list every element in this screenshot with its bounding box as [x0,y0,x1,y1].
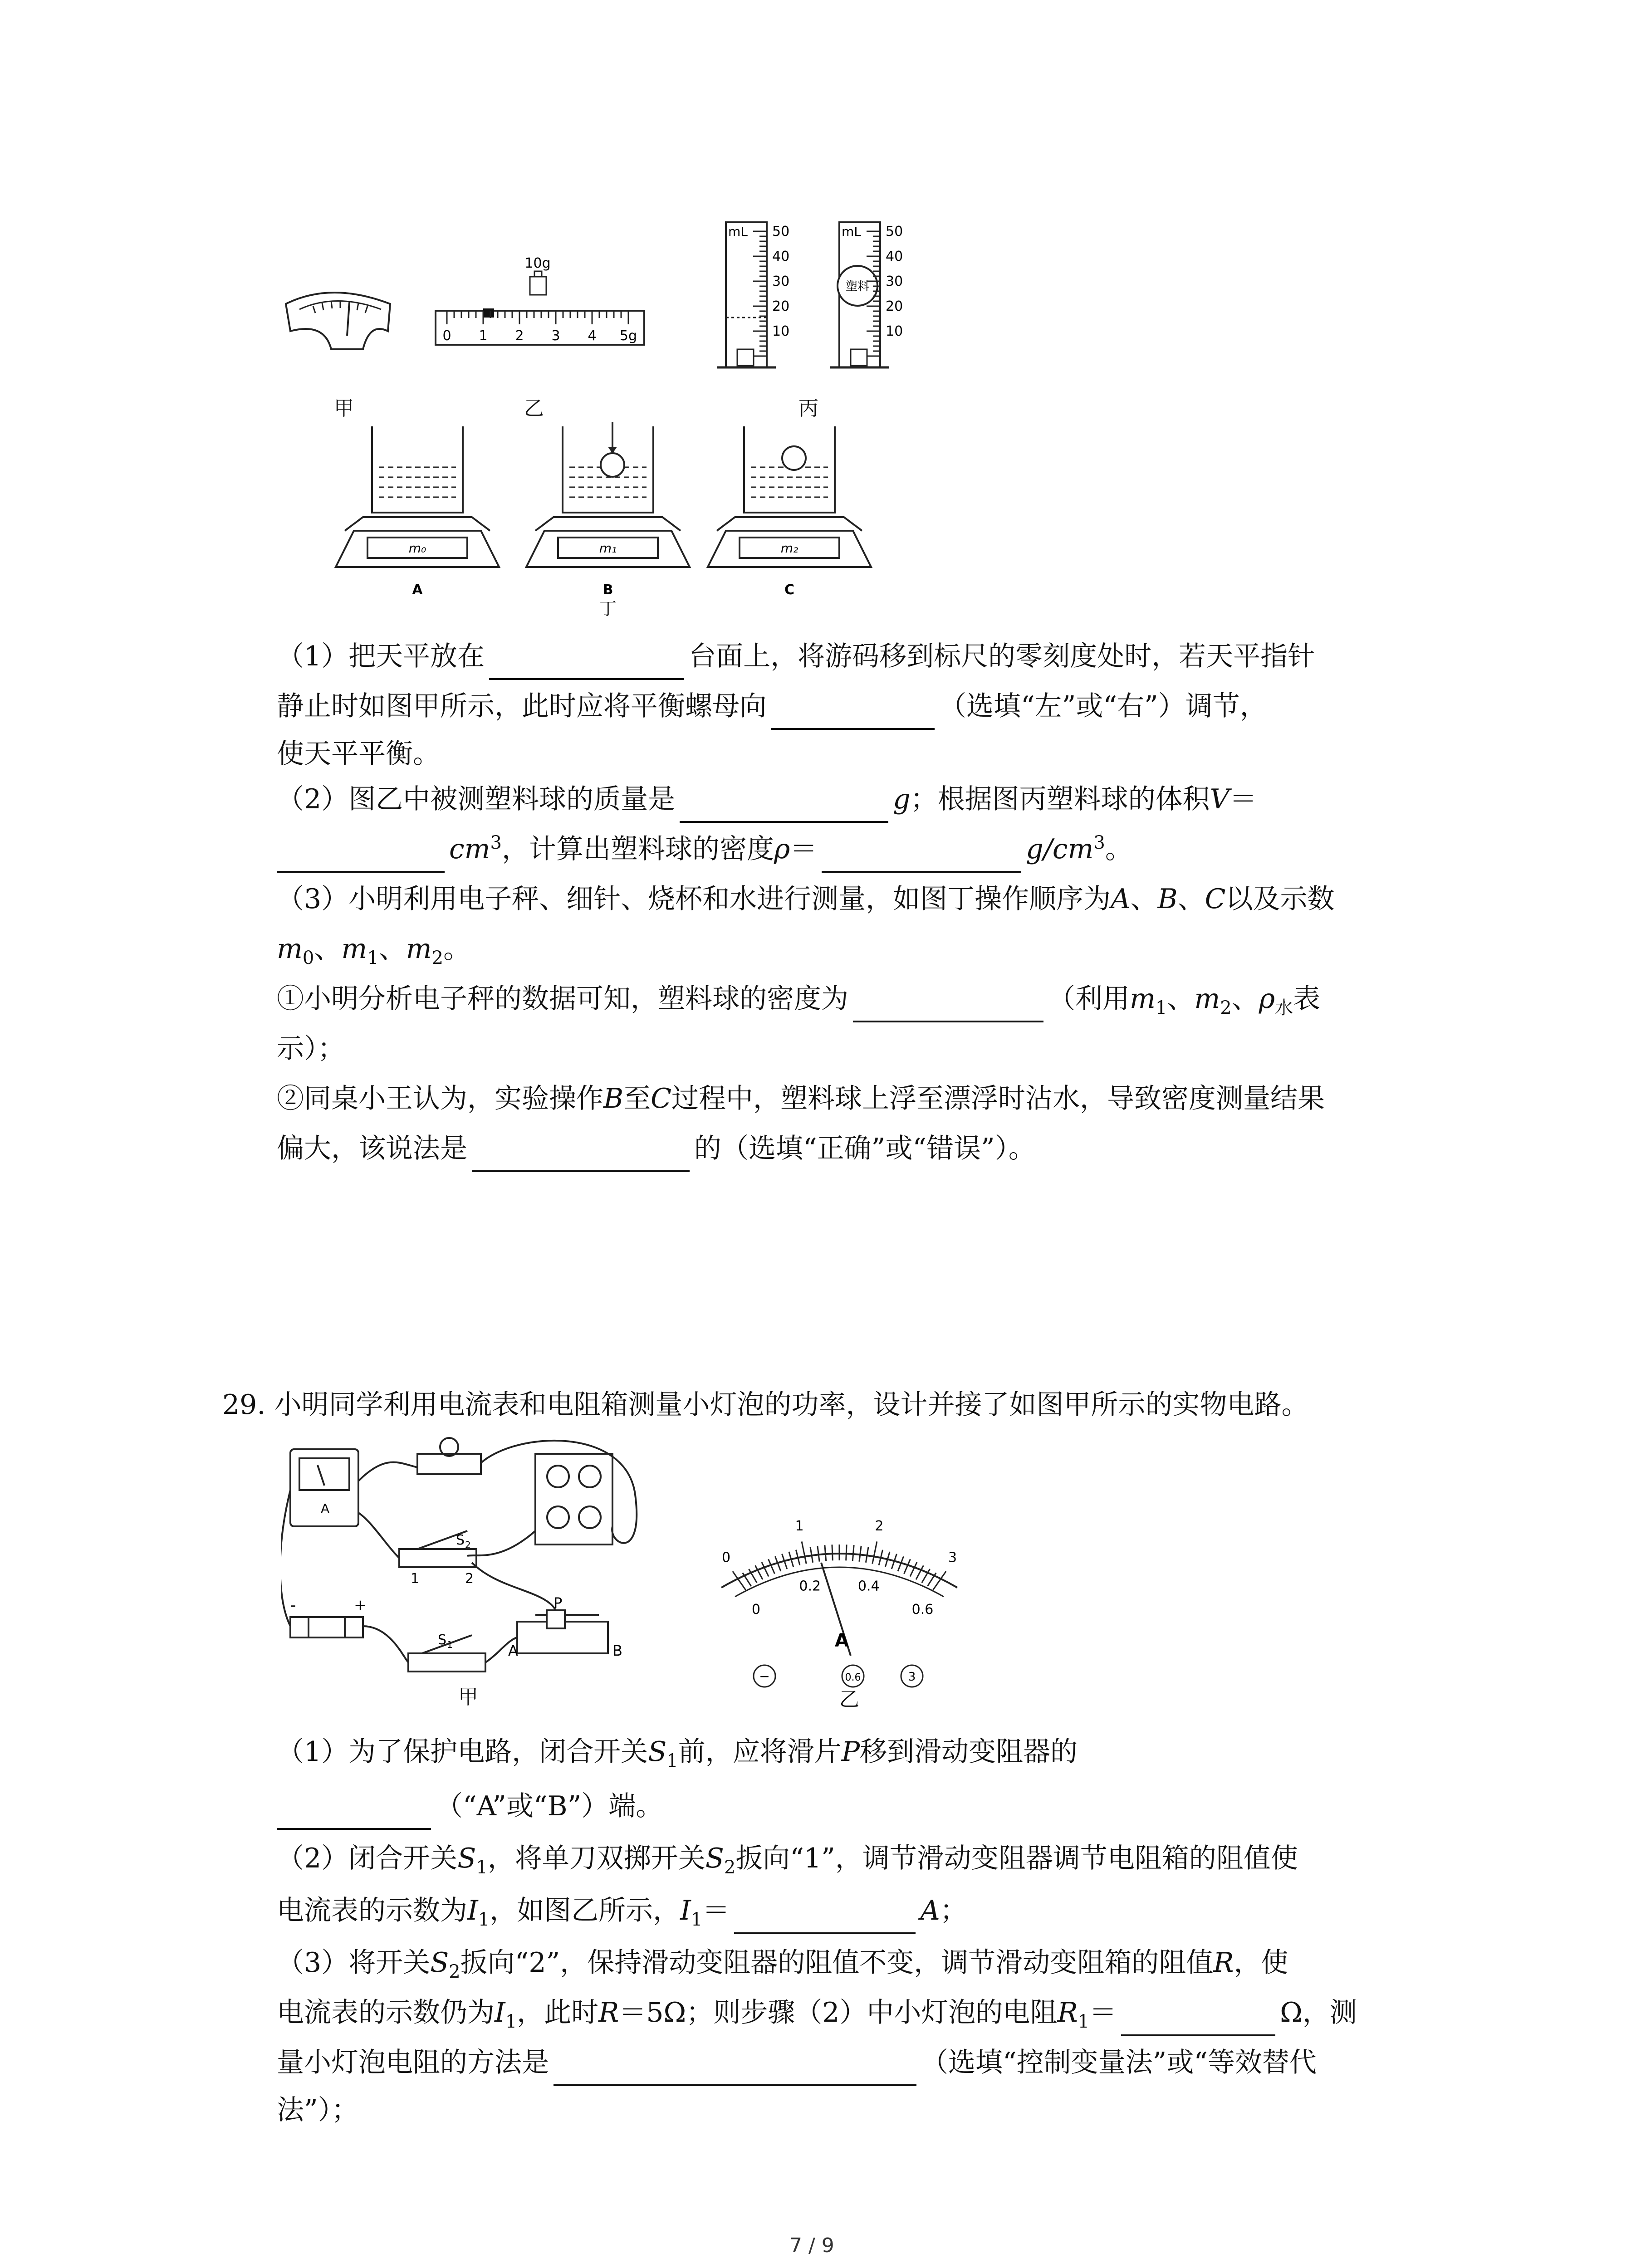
q29-p3-i1-sub: 1 [505,2011,517,2032]
dial-tick [859,1546,861,1562]
q28-unit-cm: cm [449,833,490,865]
fig-jia-label: 甲 [458,1686,478,1709]
q29-part2-line2 [277,1887,1447,1934]
label-yi: 乙 [524,397,544,420]
q28-s1-m1-var: m [1130,983,1156,1015]
q29-p2-h: 电流表的示数为 [277,1895,467,1926]
weight-label: 10g [524,255,551,271]
q28-unit-gcm: g/cm [1026,833,1094,865]
q29-blank-2[interactable] [734,1902,916,1934]
label-jia: 甲 [334,397,354,420]
q28-blank-7[interactable] [472,1140,690,1172]
q28-sub2-line1 [277,1075,1447,1122]
q28-blank-6[interactable] [853,991,1043,1022]
q28-p3-period: 。 [443,933,471,965]
q29-p1-p: P [841,1736,860,1768]
q28-s1-m2-var: m [1194,983,1220,1015]
slider-p-label: P [554,1594,563,1612]
q28-sep-1: 、 [1130,883,1158,915]
q29-p3-l: ＝5Ω；则步骤（2）中小灯泡的电阻 [619,1997,1058,2028]
q29-p2-d: ，将单刀双掷开关 [487,1843,705,1874]
q29-p2-unit-a: A [920,1895,940,1926]
pos-1: 1 [411,1571,420,1587]
q28-s1-text-b: （利用 [1048,983,1130,1015]
dial-tick [762,1562,769,1577]
ammeter-dial-svg [685,1510,1003,1706]
q28-m1-var: m [341,933,367,965]
q29-p3-q: 量小灯泡电阻的方法是 [277,2047,549,2078]
dial-tick [846,1545,847,1560]
q28-s2-text-a: ②同桌小王认为，实验操作 [277,1083,603,1114]
q28-var-v: V [1210,783,1230,815]
q29-p3-r2: R [598,1997,619,2028]
terminal-06: 0.6 [845,1672,861,1683]
q29-figure-ammeter [685,1510,1003,1711]
ball-label: 塑料 [845,280,870,293]
q28-p1-text-d: （选填“左”或“右”）调节， [939,690,1267,722]
rider-ruler-diagram [436,255,644,345]
q29-part1-line2 [277,1783,1447,1830]
q29-p1-d: 前，应将滑片 [678,1736,842,1768]
q29-blank-3[interactable] [1121,2004,1275,2036]
q29-blank-4[interactable] [554,2054,916,2086]
q29-part2-line1 [277,1835,1447,1882]
q29-p3-g: 电流表的示数仍为 [277,1997,495,2028]
dial-bottom-label: 0.2 [799,1578,821,1594]
q29-p2-s1-sub: 1 [476,1857,488,1878]
ruler-tick-label: 3 [551,328,560,344]
dial-bottom-label: 0.6 [911,1601,934,1618]
figure-ding-svg [318,408,907,621]
q29-p2-i1b-sub: 1 [691,1909,703,1930]
q29-p3-a: （3）将开关 [277,1947,431,1979]
q28-s1-m1-sub: 1 [1155,997,1167,1018]
cylinder-tick-label: 10 [886,323,903,339]
pos-2: 2 [465,1571,474,1587]
q29-p2-i1: I [467,1895,478,1926]
q29-p3-r-text: （选填“控制变量法”或“等效替代 [921,2047,1317,2078]
q28-p3-text-a: （3）小明利用电子秤、细针、烧杯和水进行测量，如图丁操作顺序为 [277,883,1111,915]
s1-sub: 1 [447,1639,453,1650]
q28-s2-text-g: 的（选填“正确”或“错误”）。 [694,1133,1036,1164]
q29-p2-s1: S [457,1843,476,1874]
dial-bottom-label: 0.4 [857,1578,880,1594]
terminal-neg: − [759,1669,770,1684]
q28-sub1-line1 [277,975,1447,1022]
q28-unit-gcm-exp: 3 [1093,832,1105,853]
q29-part3-line2 [277,1989,1447,2036]
balance-dial-diagram [286,293,390,349]
q28-unit-cm-exp: 3 [490,832,502,853]
cylinder-tick-label: 20 [886,298,903,314]
q28-p2-text-h: ，计算出塑料球的密度 [501,833,774,865]
measuring-cylinder-right [830,222,903,367]
q29-p3-s2-sub: 2 [449,1961,460,1982]
q29-p3-s2: S [430,1947,449,1979]
q28-p1-text-e: 使天平平衡。 [277,738,440,770]
q29-p2-k: ，如图乙所示， [490,1895,681,1926]
cylinder-unit-left: mL [728,224,748,239]
q28-equals-1: ＝ [1229,783,1257,815]
q29-p3-j: ，此时 [517,1997,599,2028]
q28-s1-text-k: 表 [1293,983,1320,1015]
q28-s1-sep-2: 、 [1231,983,1259,1015]
q28-blank-4[interactable] [277,841,445,873]
battery-minus: - [290,1596,296,1614]
q29-p1-s: S [648,1736,667,1768]
dial-tick [852,1545,854,1561]
scale-assembly [526,422,690,598]
q29-p2-eq: ＝ [702,1895,730,1926]
dial-tick [910,1562,917,1577]
q28-p1-text-c: 静止时如图甲所示，此时应将平衡螺母向 [277,690,767,722]
q29-p2-i1b: I [680,1895,691,1926]
q29-p1-a: （1）为了保护电路，闭合开关 [277,1736,648,1768]
q29-p3-r1: R [1057,1997,1078,2028]
q28-sep-4: 、 [378,933,406,965]
q28-m0-sub: 0 [302,948,314,968]
q29-p3-f: ，使 [1234,1947,1288,1979]
ruler-tick-label: 4 [588,328,597,344]
q29-p1-f: 移到滑动变阻器的 [860,1736,1078,1768]
scale-reading-label: m₂ [780,541,798,556]
terminal-b-label: B [612,1642,622,1659]
cylinder-tick-label: 30 [886,274,903,289]
ammeter-letter: A [321,1501,330,1516]
q28-s1-rho-var: ρ [1259,983,1275,1015]
ruler-tick-label: 5g [619,328,637,344]
q28-part1-line2 [277,683,1447,730]
scale-reading-label: m₀ [408,541,426,556]
q28-blank-1[interactable] [489,648,684,680]
dial-top-label: 3 [948,1549,957,1566]
q28-part2-line2 [277,826,1447,873]
q29-p3-p: Ω，测 [1280,1997,1357,2028]
battery-plus: + [354,1596,367,1614]
q29-stem [222,1381,1393,1428]
resistor-box [535,1454,612,1545]
q28-var-rho: ρ [774,833,790,865]
q28-part1-line1 [277,633,1447,680]
q28-sub2-line2 [277,1125,1447,1172]
q28-m1-sub: 1 [367,948,379,968]
ruler-tick-label: 2 [515,328,524,344]
s1-label: S [438,1632,447,1648]
cylinder-tick-label: 20 [772,298,790,314]
q28-step-a: A [1111,883,1131,915]
q28-equals-2: ＝ [790,833,818,865]
scale-reading-label: m₁ [599,541,617,556]
ammeter-unit: A [835,1630,849,1651]
q28-part2-line1 [277,776,1447,823]
ball-floating [782,446,806,470]
dial-top-label: 1 [795,1518,804,1534]
q28-unit-g: g [893,783,911,815]
q28-p1-text-a: （1）把天平放在 [277,640,485,672]
q28-s1-text-a: ①小明分析电子秤的数据可知，塑料球的密度为 [277,983,848,1015]
dial-top-label: 0 [721,1549,731,1566]
q28-s2-text-c: 至 [623,1083,651,1114]
q28-p2-text-a: （2）图乙中被测塑料球的质量是 [277,783,676,815]
q28-step-b: B [1157,883,1178,915]
step-label: A [412,582,423,598]
scale-top [345,517,490,531]
dial-tick [818,1546,819,1562]
label-ding: 丁 [599,599,617,619]
q28-s1-sep-1: 、 [1167,983,1195,1015]
cylinder-unit-right: mL [842,224,861,239]
cylinder-tick-label: 40 [886,249,903,264]
q29-part3-line1 [277,1939,1447,1986]
q29-p2-a: （2）闭合开关 [277,1843,458,1874]
cylinder-tick-label: 10 [772,323,790,339]
q29-p3-s: 法”）； [277,2094,359,2126]
measuring-cylinder-left [717,222,789,367]
battery [290,1617,363,1637]
q29-p3-r: R [1213,1947,1234,1979]
page-number: 7 / 9 [789,2234,834,2257]
q28-part1-line3 [277,730,1447,777]
q29-part3-line4 [277,2087,1447,2134]
scale-top [535,517,681,531]
scale-assembly [708,426,871,598]
dial-tick [802,1541,806,1564]
q28-s2-text-e: 过程中，塑料球上浮至漂浮时沾水，导致密度测量结果 [671,1083,1325,1114]
dial-tick [825,1545,826,1561]
q28-sub1-line2 [277,1025,1447,1072]
dial-tick [872,1541,877,1564]
ruler-tick-label: 1 [479,328,488,344]
scale-assembly [336,426,499,598]
q29-p2-i1-sub: 1 [478,1909,490,1930]
cylinder-tick-label: 50 [886,224,903,240]
q29-blank-1[interactable] [277,1798,431,1830]
cylinder-tick-label: 50 [772,224,790,240]
q29-p3-d: 扳向“2”，保持滑动变阻器的阻值不变，调节滑动变阻箱的阻值 [460,1947,1214,1979]
q29-p3-r1-sub: 1 [1078,2011,1090,2032]
q28-blank-3[interactable] [680,791,888,823]
figure-ding-scales [318,408,907,621]
terminal-3: 3 [908,1670,916,1684]
q28-part3-line2 [277,925,1447,973]
q29-p1-g: （“A”或“B”）端。 [436,1790,663,1822]
q29-p2-g: 扳向“1”，调节滑动变阻器调节电阻箱的阻值使 [735,1843,1298,1874]
ball-submerged [601,453,624,477]
cylinder-tick-label: 30 [772,274,790,289]
q28-s2-text-f: 偏大，该说法是 [277,1133,467,1164]
q29-p1-s-sub: 1 [666,1750,678,1771]
cylinder-tick-label: 40 [772,249,790,264]
q28-m2-var: m [406,933,432,965]
q29-part3-line3 [277,2039,1447,2086]
q29-p2-semicolon: ； [940,1895,967,1926]
step-label: C [784,582,795,598]
q28-s2-step-b: B [603,1083,624,1114]
q28-sep-3: 、 [314,933,342,965]
q29-part1-line1 [277,1728,1447,1775]
q28-p2-text-c: ；根据图丙塑料球的体积 [910,783,1210,815]
beaker [372,426,463,513]
dial-tick [832,1545,833,1560]
q28-p1-text-b: 台面上，将游码移到标尺的零刻度处时，若天平指针 [689,640,1315,672]
q28-p2-period: 。 [1105,833,1132,865]
terminal-a-label: A [508,1642,518,1659]
arrow-head [608,447,617,454]
q29-p2-s2: S [705,1843,724,1874]
q28-m0-var: m [277,933,303,965]
s2-label: S [456,1532,465,1548]
figure-row-jia-yi-bing [272,213,953,422]
q28-s1-m2-sub: 2 [1220,997,1232,1018]
dial-top-label: 2 [875,1518,884,1534]
q28-step-c: C [1205,883,1226,915]
s2-sub: 2 [465,1540,471,1550]
q28-s2-step-c: C [651,1083,672,1114]
switch-s1-base [408,1653,485,1672]
q28-m2-sub: 2 [431,948,444,968]
fig-yi-label: 乙 [839,1688,859,1711]
q28-blank-5[interactable] [822,841,1021,873]
scale-top [717,517,862,531]
switch-s2-base [399,1549,476,1567]
q29-p3-eq: ＝ [1089,1997,1117,2028]
figure-jia-yi-bing-svg [272,213,953,422]
q28-blank-2[interactable] [771,698,935,730]
ruler-tick-label: 0 [442,328,451,344]
step-label: B [603,582,613,598]
q28-s1-text-l: 示）； [277,1033,345,1065]
dial-bottom-label: 0 [751,1601,761,1618]
label-bing: 丙 [798,397,818,420]
q29-p2-s2-sub: 2 [724,1857,736,1878]
q29-stem-text: 29. 小明同学利用电流表和电阻箱测量小灯泡的功率，设计并接了如图甲所示的实物电路。 [222,1389,1309,1421]
q28-p3-text-g: 以及示数 [1225,883,1335,915]
q28-sep-2: 、 [1177,883,1205,915]
q28-part3-line1 [277,875,1447,923]
q28-s1-rho-sub: 水 [1275,997,1293,1018]
q29-p3-i1: I [495,1997,505,2028]
